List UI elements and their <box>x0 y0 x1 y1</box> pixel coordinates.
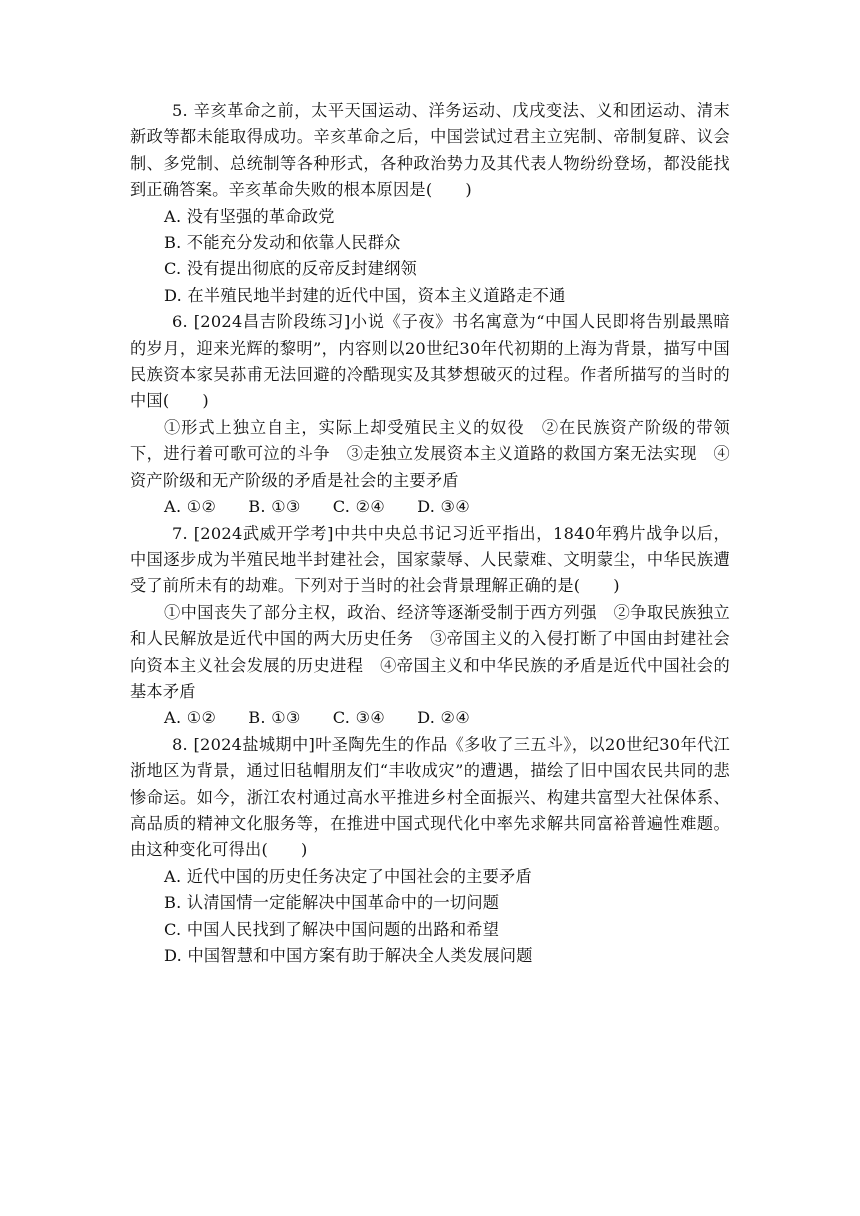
option-b: B. 不能充分发动和依靠人民群众 <box>164 233 401 253</box>
question-5 <box>130 98 730 309</box>
choice-b: B. ①③ <box>248 497 301 517</box>
choice-row <box>164 705 730 731</box>
option-d: D. 中国智慧和中国方案有助于解决全人类发展问题 <box>164 946 533 965</box>
option-d: D. 在半殖民地半封建的近代中国，资本主义道路走不通 <box>164 285 566 305</box>
option-a: A. 没有坚强的革命政党 <box>164 206 335 226</box>
question-6 <box>130 309 730 520</box>
choice-d: D. ②④ <box>417 708 471 728</box>
question-stem: 8. [2024盐城期中]叶圣陶先生的作品《多收了三五斗》，以20世纪30年代江浙地区为背景，通过旧毡帽朋友们“丰收成灾”的遭遇，描绘了旧中国农民共同的悲惨命运。如今，浙江农村通过高水平推进乡村全面振兴、构建共富型大社保体系、高品质的精神文化服务等，在推进中国式现代化中率先求解共同富裕普遍性难题。由这种变化可得出( ) <box>130 734 730 860</box>
question-8 <box>130 732 730 970</box>
option-c: C. 中国人民找到了解决中国问题的出路和希望 <box>164 919 500 939</box>
question-stem: 5. 辛亥革命之前，太平天国运动、洋务运动、戊戌变法、义和团运动、清末新政等都未能取得成功。辛亥革命之后，中国尝试过君主立宪制、帝制复辟、议会制、多党制、总统制等各种形式，各种政治势力及其代表人物纷纷登场，都没能找到正确答案。辛亥革命失败的根本原因是( ) <box>130 101 730 200</box>
question-stem: 7. [2024武威开学考]中共中央总书记习近平指出，1840年鸦片战争以后，中国逐步成为半殖民地半封建社会，国家蒙辱、人民蒙难、文明蒙尘，中华民族遭受了前所未有的劫难。下列对于当时的社会背景理解正确的是( ) <box>130 523 730 596</box>
choice-row <box>164 494 730 520</box>
option-a: A. 近代中国的历史任务决定了中国社会的主要矛盾 <box>164 866 532 886</box>
question-statements: ①中国丧失了部分主权，政治、经济等逐渐受制于西方列强 ②争取民族独立和人民解放是近代中国的两大历史任务 ③帝国主义的入侵打断了中国由封建社会向资本主义社会发展的历史进程 ④帝国主义和中华民族的矛盾是近代中国社会的基本矛盾 <box>130 602 730 701</box>
choice-c: C. ②④ <box>332 497 386 517</box>
choice-b: B. ①③ <box>248 708 301 728</box>
question-stem: 6. [2024昌吉阶段练习]小说《子夜》书名寓意为“中国人民即将告别最黑暗的岁月，迎来光辉的黎明”，内容则以20世纪30年代初期的上海为背景，描写中国民族资本家吴荪甫无法回避的冷酷现实及其梦想破灭的过程。作者所描写的当时的中国( ) <box>130 312 730 411</box>
option-c: C. 没有提出彻底的反帝反封建纲领 <box>164 259 417 279</box>
choice-d: D. ③④ <box>417 497 471 517</box>
question-statements: ①形式上独立自主，实际上却受殖民主义的奴役 ②在民族资产阶级的带领下，进行着可歌可泣的斗争 ③走独立发展资本主义道路的救国方案无法实现 ④资产阶级和无产阶级的矛盾是社会的主要矛盾 <box>130 417 730 490</box>
question-7 <box>130 521 730 732</box>
option-b: B. 认清国情一定能解决中国革命中的一切问题 <box>164 893 500 913</box>
choice-c: C. ③④ <box>332 708 386 728</box>
document-page <box>130 98 730 969</box>
choice-a: A. ①② <box>164 497 217 517</box>
choice-a: A. ①② <box>164 708 217 728</box>
